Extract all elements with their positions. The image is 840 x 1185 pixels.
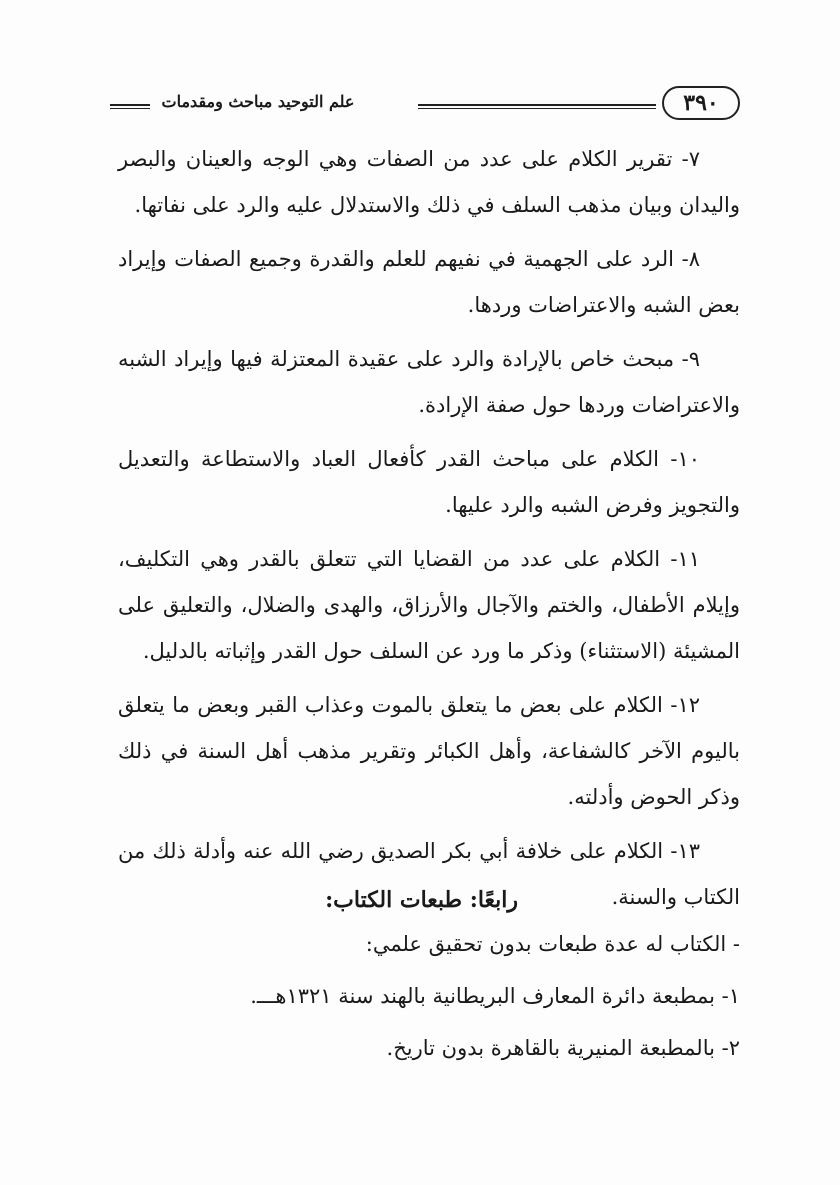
header-rule [418,104,656,109]
list-item: ١- بمطبعة دائرة المعارف البريطانية بالهند سنة ١٣٢١هـــ. [250,984,740,1008]
paragraph-7: ٧- تقرير الكلام على عدد من الصفات وهي الوجه والعينان والبصر واليدان وبيان مذهب السلف في ذلك والاستدلال عليه والرد على نفاتها. [118,147,740,217]
editions-list [118,918,740,1074]
header-rule-short [110,104,150,109]
body-text [118,136,740,928]
paragraph-13: ١٣- الكلام على خلافة أبي بكر الصديق رضي الله عنه وأدلة ذلك من الكتاب والسنة. [118,839,740,909]
running-title: علم التوحيد مباحث ومقدمات [161,92,355,111]
list-item: ٢- بالمطبعة المنيرية بالقاهرة بدون تاريخ. [386,1036,740,1060]
list-item: - الكتاب له عدة طبعات بدون تحقيق علمي: [365,932,740,956]
paragraph-8: ٨- الرد على الجهمية في نفيهم للعلم والقدرة وجميع الصفات وإيراد بعض الشبه والاعتراضات وردها. [118,247,740,317]
section-heading: رابعًا: طبعات الكتاب: [325,887,518,913]
paragraph-9: ٩- مبحث خاص بالإرادة والرد على عقيدة المعتزلة فيها وإيراد الشبه والاعتراضات وردها حول صفة الإرادة. [118,347,740,417]
page-header [110,86,740,126]
paragraph-12: ١٢- الكلام على بعض ما يتعلق بالموت وعذاب القبر وبعض ما يتعلق باليوم الآخر كالشفاعة، وأهل الكبائر وتقرير مذهب أهل السنة في ذلك وذكر الحوض وأدلته. [118,693,740,809]
paragraph-10: ١٠- الكلام على مباحث القدر كأفعال العباد والاستطاعة والتعديل والتجويز وفرض الشبه والرد عليها. [118,447,740,517]
paragraph-11: ١١- الكلام على عدد من القضايا التي تتعلق بالقدر وهي التكليف، وإيلام الأطفال، والختم والآجال والأرزاق، والهدى والضلال، والتعليق على المشيئة (الاستثناء) وذكر ما ورد عن السلف حول القدر وإثباته بالدليل. [118,547,740,663]
page-number: ٣٩٠ [662,86,740,120]
